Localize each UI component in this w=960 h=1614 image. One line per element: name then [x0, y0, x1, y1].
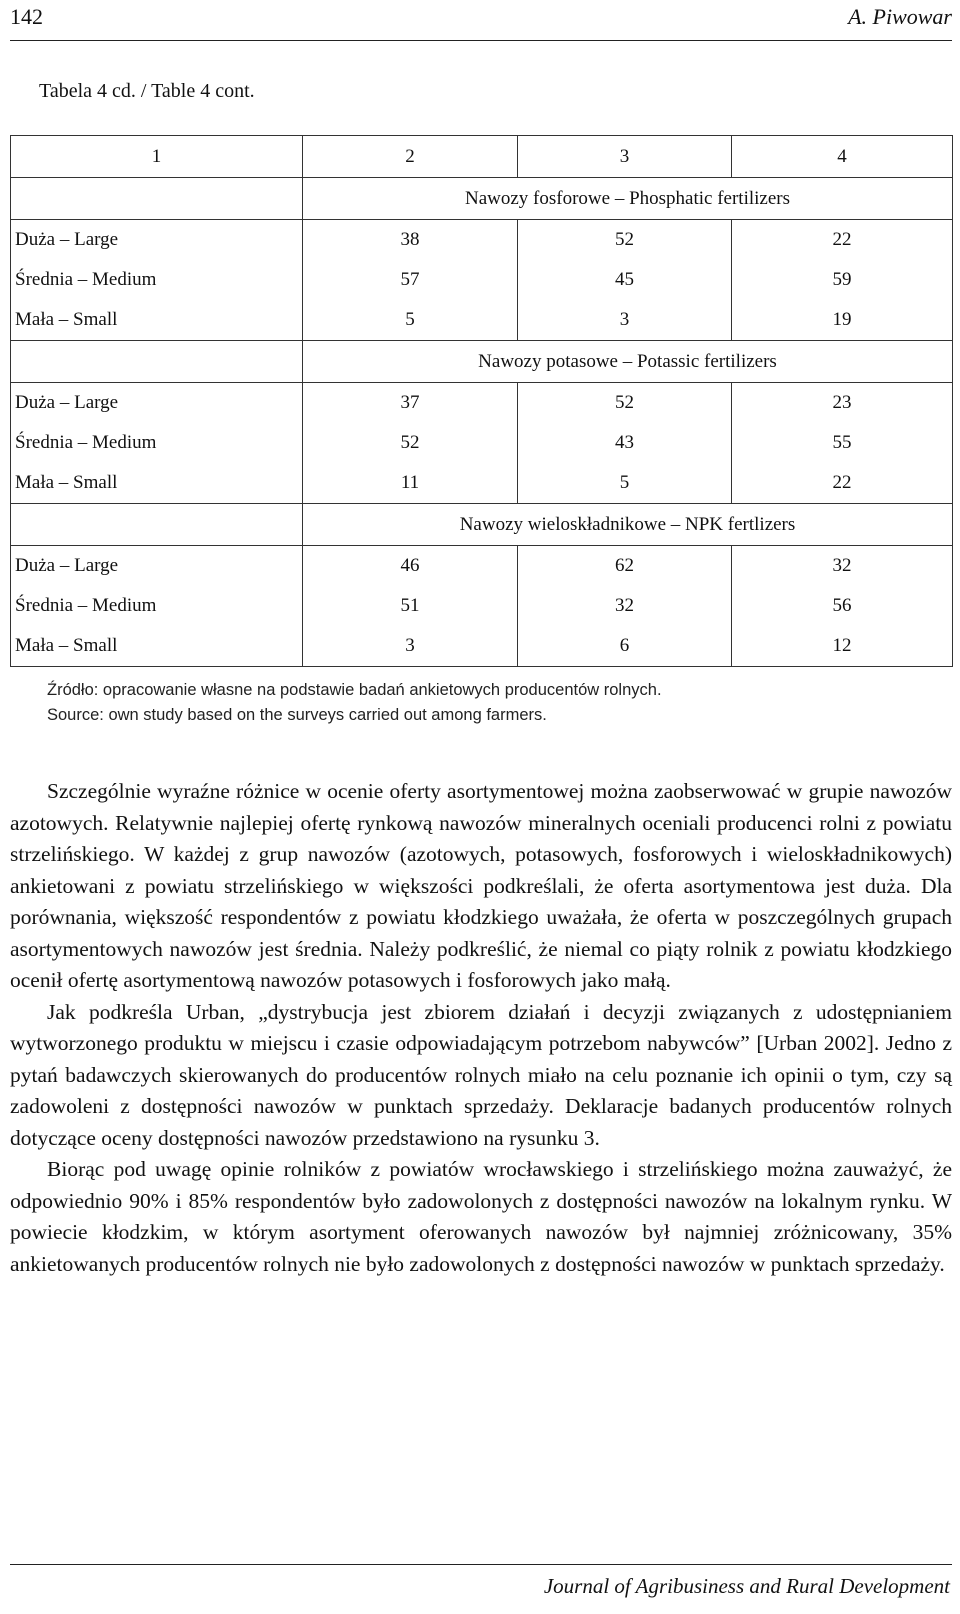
body-text [10, 776, 952, 1280]
paragraph: Biorąc pod uwagę opinie rolników z powiatów wrocławskiego i strzelińskiego można zauważyć, że odpowiednio 90% i 85% respondentów było zadowolonych z dostępności nawozów na lokalnym rynku. W powiecie kłodzkim, w którym asortyment oferowanych nawozów był najmniej zróżnicowany, 35% ankietowanych producentów rolnych nie było zadowolonych z dostępności nawozów w punktach sprzedaży. [10, 1157, 952, 1276]
cell-value: 55 [732, 423, 953, 463]
cell-value: 5 [518, 463, 732, 504]
paragraph: Jak podkreśla Urban, „dystrybucja jest zbiorem działań i decyzji związanych z udostępnianiem wytworzonego produktu w miejscu i czasie odpowiadającym potrzebom nabywców” [Urban 2002]. Jedno z pytań badawczych skierowanych do producentów rolnych miało na celu poznanie ich opinii o tym, czy są zadowoleni z dostępności nawozów w punktach sprzedaży. Deklaracje badanych producentów rolnych dotyczące oceny dostępności nawozów przedstawiono na rysunku 3. [10, 999, 952, 1150]
table-row [11, 220, 953, 261]
group-header-row [11, 504, 953, 546]
column-number: 1 [11, 136, 303, 178]
table-row [11, 383, 953, 424]
cell-value: 52 [518, 220, 732, 261]
column-number-row [11, 136, 953, 178]
cell-value: 3 [518, 300, 732, 341]
cell-value: 32 [732, 546, 953, 587]
cell-value: 59 [732, 260, 953, 300]
table-caption: Tabela 4 cd. / Table 4 cont. [39, 80, 255, 102]
table-row [11, 260, 953, 300]
cell-value: 37 [303, 383, 518, 424]
row-label: Duża – Large [11, 383, 303, 424]
source-note-english: Source: own study based on the surveys carried out among farmers. [47, 706, 547, 724]
group-title: Nawozy potasowe – Potassic fertilizers [303, 341, 953, 383]
cell-value: 32 [518, 586, 732, 626]
table-row [11, 626, 953, 667]
cell-value: 3 [303, 626, 518, 667]
table-row [11, 546, 953, 587]
group-header-row [11, 178, 953, 220]
page-number: 142 [10, 4, 43, 29]
table-row [11, 586, 953, 626]
running-head-author: A. Piwowar [848, 4, 952, 29]
row-label: Duża – Large [11, 546, 303, 587]
cell-value: 45 [518, 260, 732, 300]
cell-value: 46 [303, 546, 518, 587]
cell-value: 56 [732, 586, 953, 626]
cell-value: 6 [518, 626, 732, 667]
group-header-row [11, 341, 953, 383]
cell-value: 38 [303, 220, 518, 261]
row-label: Średnia – Medium [11, 260, 303, 300]
data-table [10, 135, 953, 667]
group-title: Nawozy wieloskładnikowe – NPK fertlizers [303, 504, 953, 546]
row-label: Mała – Small [11, 626, 303, 667]
row-label: Średnia – Medium [11, 423, 303, 463]
table-row [11, 300, 953, 341]
cell-value: 51 [303, 586, 518, 626]
row-label: Średnia – Medium [11, 586, 303, 626]
cell-value: 43 [518, 423, 732, 463]
column-number: 4 [732, 136, 953, 178]
cell-value: 57 [303, 260, 518, 300]
footer-rule [10, 1564, 952, 1565]
table-row [11, 423, 953, 463]
row-label: Duża – Large [11, 220, 303, 261]
cell-value: 23 [732, 383, 953, 424]
row-label: Mała – Small [11, 300, 303, 341]
cell-value: 5 [303, 300, 518, 341]
cell-value: 22 [732, 463, 953, 504]
page-header [10, 0, 952, 41]
paragraph: Szczególnie wyraźne różnice w ocenie oferty asortymentowej można zaobserwować w grupie nawozów azotowych. Relatywnie najlepiej ofertę rynkową nawozów mineralnych oceniali producenci rolni z powiatu strzelińskiego. W każdej z grup nawozów (azotowych, potasowych, fosforowych i wieloskładnikowych) ankietowani z powiatu strzelińskiego w większości podkreślali, że oferta asortymentowa jest duża. Dla porównania, większość respondentów z powiatu kłodzkiego uważała, że oferta w poszczególnych grupach asortymentowych nawozów jest średnia. Należy podkreślić, że niemal co piąty rolnik z powiatu kłodzkiego ocenił ofertę asortymentową nawozów potasowych i fosforowych jako małą. [10, 779, 952, 992]
row-label: Mała – Small [11, 463, 303, 504]
cell-value: 11 [303, 463, 518, 504]
column-number: 2 [303, 136, 518, 178]
table-source-note [47, 678, 662, 728]
group-title: Nawozy fosforowe – Phosphatic fertilizers [303, 178, 953, 220]
cell-value: 52 [303, 423, 518, 463]
table-row [11, 463, 953, 504]
cell-value: 12 [732, 626, 953, 667]
cell-value: 19 [732, 300, 953, 341]
journal-name: Journal of Agribusiness and Rural Development [543, 1574, 950, 1598]
cell-value: 52 [518, 383, 732, 424]
source-note-polish: Źródło: opracowanie własne na podstawie badań ankietowych producentów rolnych. [47, 681, 662, 699]
column-number: 3 [518, 136, 732, 178]
cell-value: 62 [518, 546, 732, 587]
cell-value: 22 [732, 220, 953, 261]
